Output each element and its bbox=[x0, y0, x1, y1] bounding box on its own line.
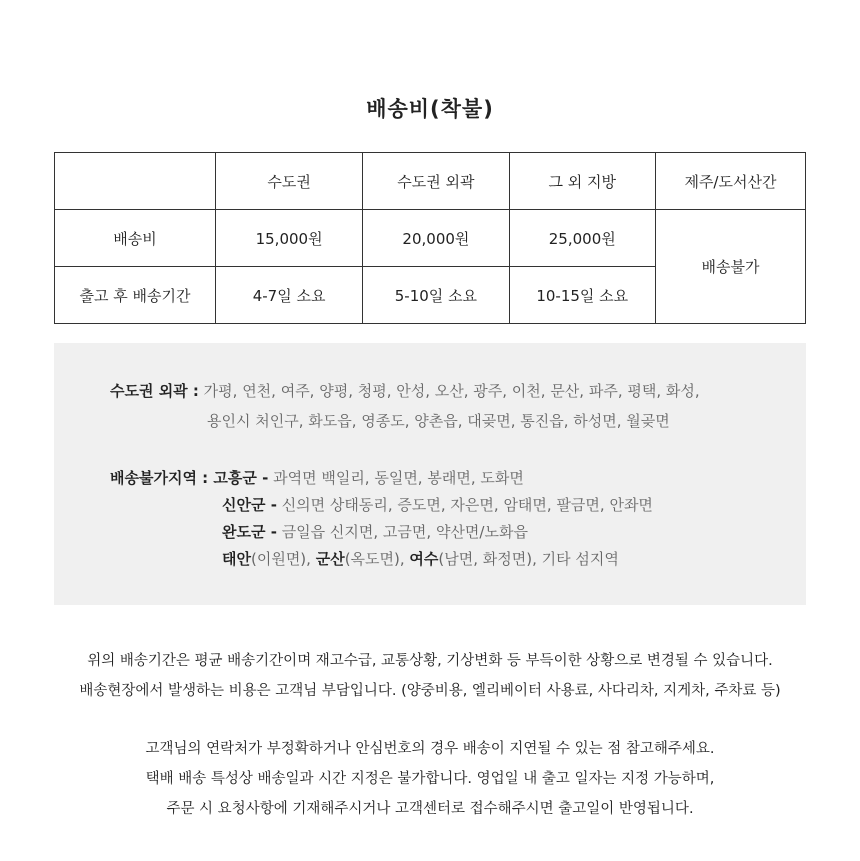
region-taean-detail: (이원면), bbox=[250, 550, 316, 568]
unavailable-line-4 bbox=[222, 548, 619, 569]
region-taean: 태안 bbox=[222, 550, 251, 568]
header-capital-outer: 수도권 외곽 bbox=[363, 153, 509, 210]
region-sinan: 신안군 - bbox=[222, 496, 277, 514]
region-yeosu: 여수 bbox=[409, 550, 439, 568]
period-capital-outer: 5-10일 소요 bbox=[363, 267, 509, 324]
region-yeosu-detail: (남면, 화정면), 기타 섬지역 bbox=[438, 550, 619, 568]
region-gunsan: 군산 bbox=[315, 550, 345, 568]
jeju-unavailable: 배송불가 bbox=[655, 210, 805, 324]
notice-line: 주문 시 요청사항에 기재해주시거나 고객센터로 접수해주시면 출고일이 반영됩니다. bbox=[166, 801, 694, 817]
notice-line: 고객님의 연락처가 부정확하거나 안심번호의 경우 배송이 지연될 수 있는 점 참고해주세요. bbox=[145, 741, 715, 757]
header-other-regions: 그 외 지방 bbox=[509, 153, 655, 210]
outer-area-line-1 bbox=[110, 380, 700, 401]
table-header-row bbox=[55, 153, 806, 210]
header-empty-cell bbox=[55, 153, 216, 210]
shipping-fee-table bbox=[54, 152, 806, 324]
notice-group-1 bbox=[0, 646, 860, 706]
outer-area-list: 가평, 연천, 여주, 양평, 청평, 안성, 오산, 광주, 이천, 문산, 파주, 평택, 화성, bbox=[198, 382, 700, 400]
fee-other-regions: 25,000원 bbox=[509, 210, 655, 267]
row-label-period: 출고 후 배송기간 bbox=[55, 267, 216, 324]
region-gunsan-detail: (옥도면), bbox=[344, 550, 410, 568]
header-jeju-islands: 제주/도서산간 bbox=[655, 153, 805, 210]
table-row bbox=[55, 210, 806, 267]
unavailable-separator: : bbox=[196, 469, 214, 487]
header-capital: 수도권 bbox=[215, 153, 362, 210]
region-sinan-detail: 신의면 상태동리, 증도면, 자은면, 암태면, 팔금면, 안좌면 bbox=[276, 496, 653, 514]
outer-area-label: 수도권 외곽 : bbox=[110, 382, 199, 400]
unavailable-line-3 bbox=[222, 521, 528, 542]
notice-line: 배송현장에서 발생하는 비용은 고객님 부담입니다. (양중비용, 엘리베이터 사용료, 사다리차, 지게차, 주차료 등) bbox=[79, 683, 781, 699]
fee-capital-outer: 20,000원 bbox=[363, 210, 509, 267]
region-wando: 완도군 - bbox=[222, 523, 277, 541]
notice-line: 위의 배송기간은 평균 배송기간이며 재고수급, 교통상황, 기상변화 등 부득이한 상황으로 변경될 수 있습니다. bbox=[87, 653, 773, 669]
period-capital: 4-7일 소요 bbox=[215, 267, 362, 324]
notice-line: 택배 배송 특성상 배송일과 시간 지정은 불가합니다. 영업일 내 출고 일자는 지정 가능하며, bbox=[145, 771, 715, 787]
fee-capital: 15,000원 bbox=[215, 210, 362, 267]
outer-area-line-2: 용인시 처인구, 화도읍, 영종도, 양촌읍, 대곶면, 통진읍, 하성면, 월곶면 bbox=[207, 412, 670, 430]
unavailable-line-1 bbox=[110, 467, 524, 488]
row-label-fee: 배송비 bbox=[55, 210, 216, 267]
region-goheung: 고흥군 - bbox=[213, 469, 269, 487]
region-goheung-detail: 과역면 백일리, 동일면, 봉래면, 도화면 bbox=[268, 469, 524, 487]
period-other-regions: 10-15일 소요 bbox=[509, 267, 655, 324]
notice-group-2 bbox=[0, 734, 860, 824]
region-wando-detail: 금일읍 신지면, 고금면, 약산면/노화읍 bbox=[276, 523, 528, 541]
region-info-panel bbox=[54, 343, 806, 605]
unavailable-label: 배송불가지역 bbox=[110, 469, 197, 487]
page-title: 배송비(착불) bbox=[366, 97, 494, 121]
unavailable-line-2 bbox=[222, 494, 653, 515]
